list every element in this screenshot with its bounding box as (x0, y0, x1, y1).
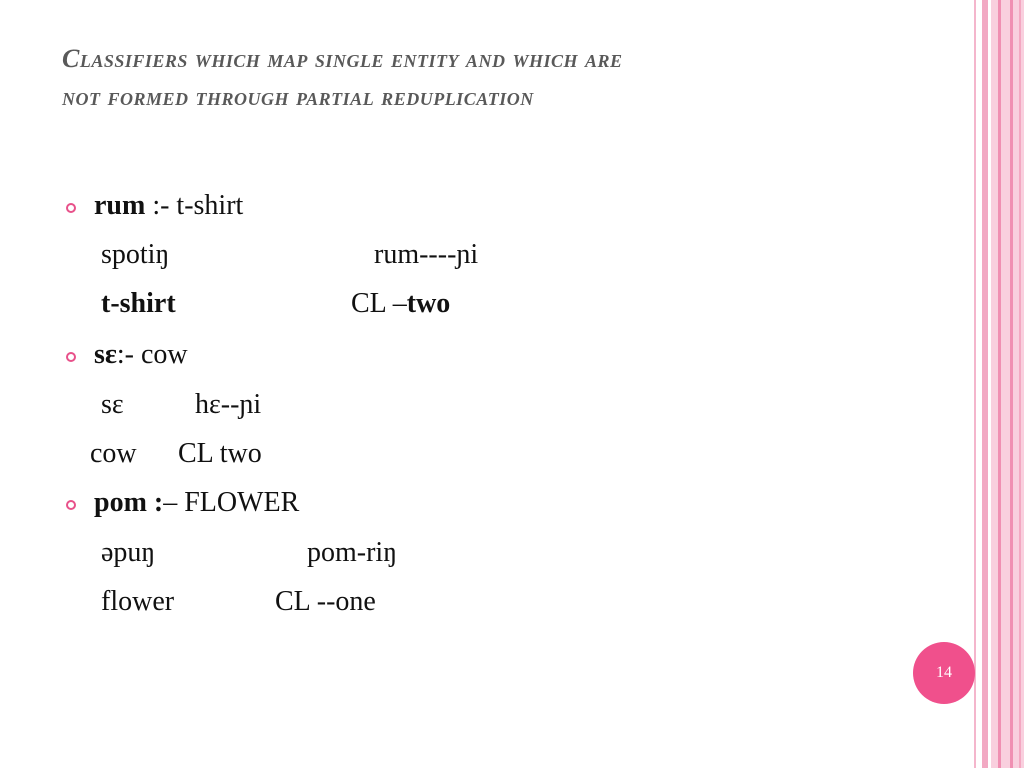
entry-term: sɛ (94, 339, 117, 370)
slide-title (62, 40, 942, 116)
bullet-icon (66, 203, 76, 213)
entry-term: rum (94, 190, 146, 221)
bullet-icon (66, 500, 76, 510)
example-word: spotiŋ (101, 239, 170, 270)
entry-meaning: :- t-shirt (145, 190, 244, 221)
slide-title-line-2: not formed through partial reduplication (62, 82, 534, 111)
gloss-word-text: t-shirt (101, 288, 176, 319)
gloss-classifier: CL --one (275, 586, 376, 617)
decorative-stripe (1019, 0, 1021, 768)
entry-term: pom : (94, 487, 164, 518)
example-word: sɛ (101, 389, 124, 420)
gloss-word (101, 288, 176, 320)
slide-title-line-1: Classifiers which map single entity and which are (62, 44, 623, 73)
gloss-word: flower (101, 586, 175, 617)
decorative-stripe (1010, 0, 1013, 768)
entry-meaning: :- cow (116, 339, 188, 370)
gloss-classifier (351, 288, 450, 320)
example-form: hɛ--ɲi (195, 389, 262, 420)
example-form: pom-riŋ (307, 537, 398, 568)
bullet-icon (66, 352, 76, 362)
entry-meaning: – FLOWER (163, 487, 300, 518)
slide-number-badge (913, 642, 975, 704)
gloss-classifier: CL two (178, 438, 262, 469)
gloss-classifier-text: CL – (351, 288, 407, 319)
decorative-stripe (982, 0, 988, 768)
entry-heading (94, 487, 299, 519)
example-word: əpuŋ (101, 537, 156, 568)
entry-heading (94, 339, 188, 371)
decorative-stripe (974, 0, 976, 768)
gloss-word: cow (90, 438, 137, 469)
decorative-stripe (998, 0, 1001, 768)
slide-number: 14 (936, 664, 952, 681)
gloss-number: two (406, 288, 451, 319)
entry-heading (94, 190, 243, 222)
example-form: rum----ɲi (374, 239, 479, 270)
